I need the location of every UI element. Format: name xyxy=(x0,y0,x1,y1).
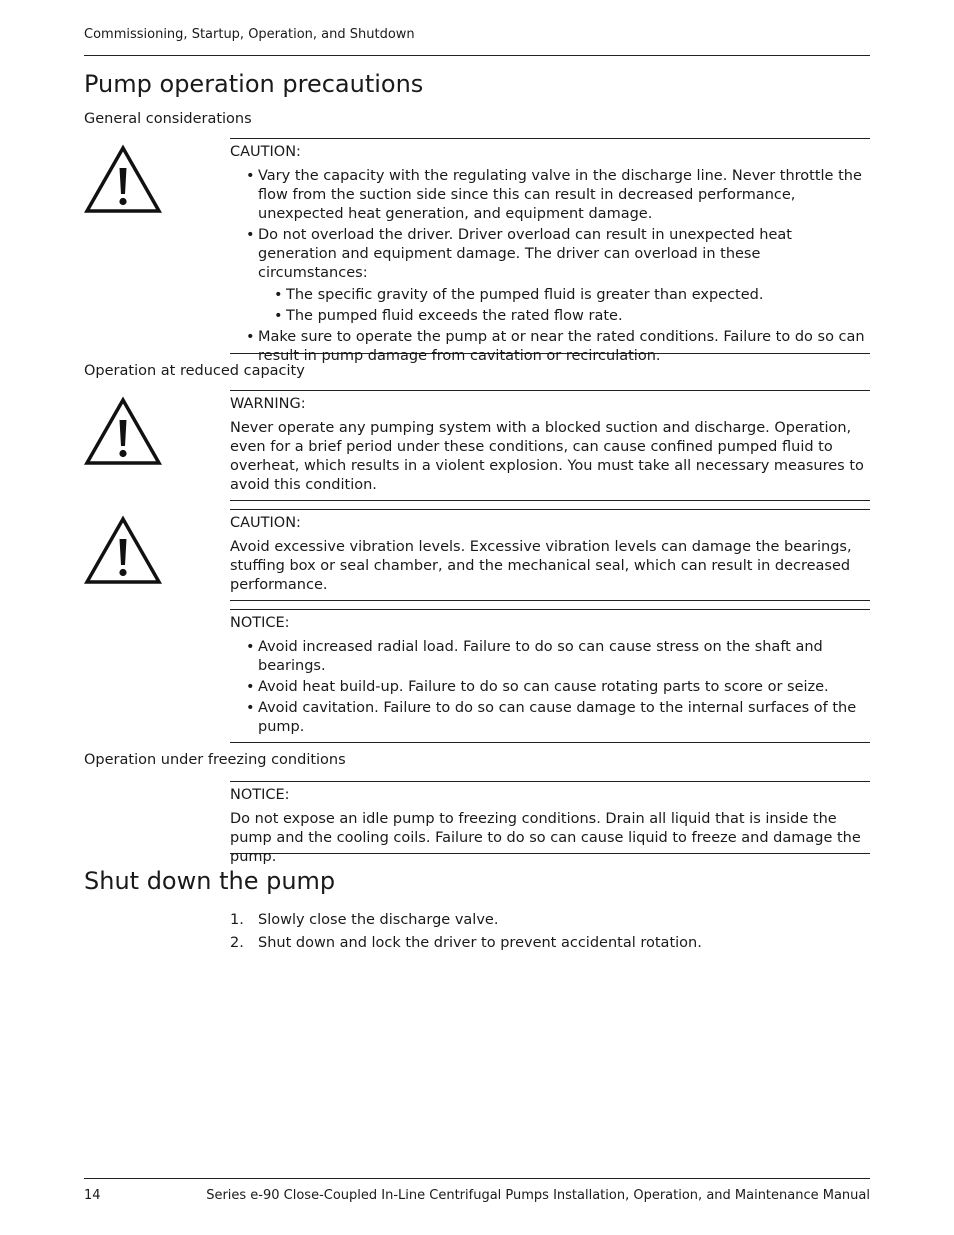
list-item xyxy=(230,911,870,930)
footer-rule xyxy=(84,1178,870,1179)
warning-triangle-icon xyxy=(84,515,162,585)
document-page xyxy=(84,0,870,1235)
step-text: Slowly close the discharge valve. xyxy=(258,912,499,928)
warning-label: WARNING: xyxy=(230,396,306,412)
notice-text: Do not expose an idle pump to freezing conditions. Drain all liquid that is inside the pump and the cooling coils. Failure to do so can cause liquid to freeze and damage the pump. xyxy=(230,811,861,865)
caution-box-vibration xyxy=(230,509,870,601)
section-title-precautions: Pump operation precautions xyxy=(84,70,424,98)
subsection-reduced-capacity: Operation at reduced capacity xyxy=(84,363,305,379)
section-title-shutdown: Shut down the pump xyxy=(84,867,336,895)
notice-box-freezing xyxy=(230,781,870,865)
header-rule xyxy=(84,55,870,56)
list-item: • Make sure to operate the pump at or near the rated conditions. Failure to do so can result in pump damage from cavitation or recirculation. xyxy=(230,328,870,366)
notice-label: NOTICE: xyxy=(230,615,290,631)
list-item: • Vary the capacity with the regulating valve in the discharge line. Never throttle the flow from the suction side since this can result in decreased performance, unexpected heat generation, and equipment damage. xyxy=(230,167,870,224)
list-item xyxy=(230,934,870,953)
notice-label: NOTICE: xyxy=(230,787,290,803)
step-text: Shut down and lock the driver to prevent accidental rotation. xyxy=(258,935,702,951)
caution-label: CAUTION: xyxy=(230,515,301,531)
running-header: Commissioning, Startup, Operation, and Shutdown xyxy=(84,27,415,42)
notice-box-reduced xyxy=(230,609,870,743)
step-number: 2. xyxy=(230,935,244,951)
caution-text: Avoid excessive vibration levels. Excessive vibration levels can damage the bearings, stuffing box or seal chamber, and the mechanical seal, which can result in decreased performance. xyxy=(230,539,852,593)
caution-label: CAUTION: xyxy=(230,144,301,160)
list-item: • Avoid heat build-up. Failure to do so can cause rotating parts to score or seize. xyxy=(230,678,870,697)
warning-text: Never operate any pumping system with a blocked suction and discharge. Operation, even for a brief period under these conditions, can cause confined pumped fluid to overheat, which results in a violent explosion. You must take all necessary measures to avoid this condition. xyxy=(230,420,864,493)
list-item: • Avoid cavitation. Failure to do so can cause damage to the internal surfaces of the pump. xyxy=(230,699,870,737)
subsection-freezing-conditions: Operation under freezing conditions xyxy=(84,752,346,768)
list-item: • Avoid increased radial load. Failure to do so can cause stress on the shaft and bearings. xyxy=(230,638,870,676)
subsection-general-considerations: General considerations xyxy=(84,111,252,127)
list-item: • Do not overload the driver. Driver overload can result in unexpected heat generation and equipment damage. The driver can overload in these circumstances: xyxy=(230,226,870,283)
warning-triangle-icon xyxy=(84,144,162,214)
caution-box-general xyxy=(230,138,870,364)
warning-triangle-icon xyxy=(84,396,162,466)
footer-document-title: Series e-90 Close-Coupled In-Line Centrifugal Pumps Installation, Operation, and Maintenance Manual xyxy=(206,1188,870,1203)
page-number: 14 xyxy=(84,1188,101,1203)
sub-list-item: • The specific gravity of the pumped fluid is greater than expected. xyxy=(230,286,870,305)
sub-list-item: • The pumped fluid exceeds the rated flow rate. xyxy=(230,307,870,326)
shutdown-steps-list xyxy=(230,911,870,957)
step-number: 1. xyxy=(230,912,244,928)
warning-box-reduced xyxy=(230,390,870,501)
